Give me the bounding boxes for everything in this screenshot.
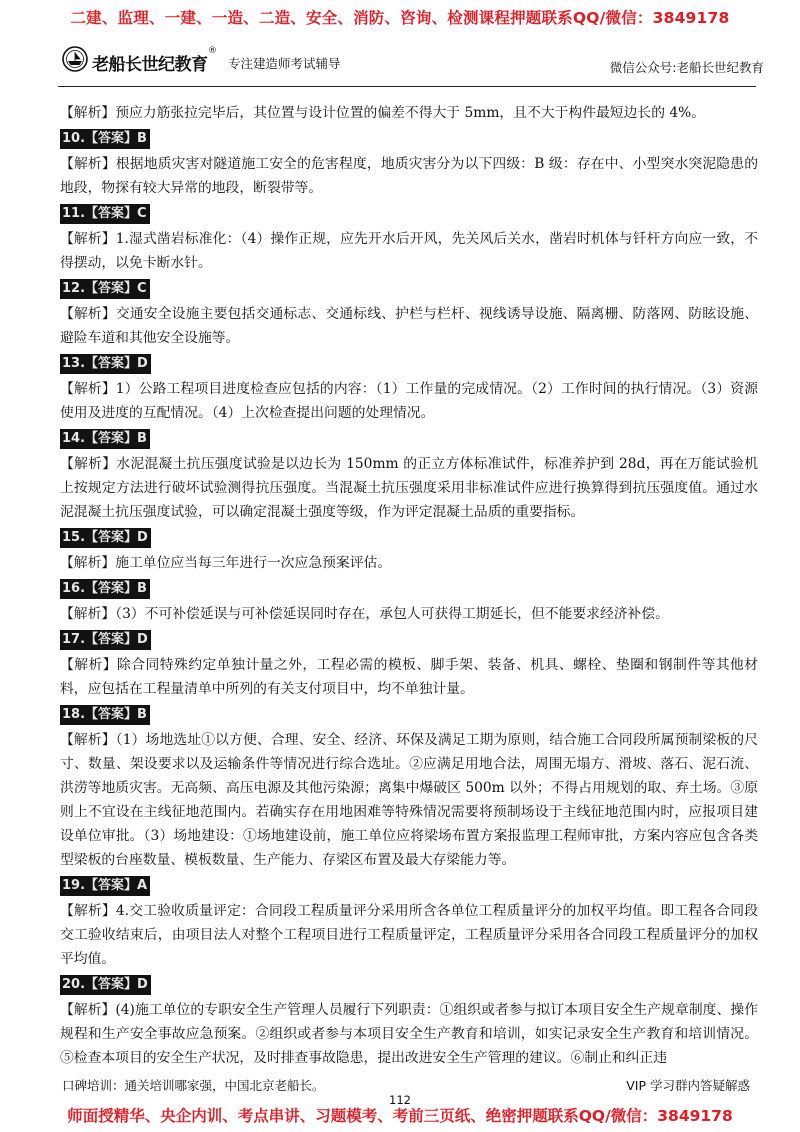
analysis-label: 【解析】 (60, 657, 118, 673)
analysis-paragraph (60, 101, 758, 125)
analysis-paragraph (60, 452, 758, 524)
analysis-label: 【解析】 (60, 231, 116, 247)
analysis-paragraph (60, 377, 758, 425)
analysis-label: 【解析】 (60, 306, 116, 322)
header-wechat: 微信公众号:老船长世纪教育 (609, 60, 764, 75)
analysis-paragraph (60, 302, 758, 350)
analysis-label: 【解析】 (60, 1002, 116, 1018)
analysis-paragraph (60, 899, 758, 971)
analysis-paragraph (60, 227, 758, 275)
answer-badge: 19.【答案】A (60, 876, 150, 896)
analysis-label: 【解析】 (60, 381, 116, 397)
analysis-paragraph (60, 602, 758, 626)
analysis-paragraph (60, 152, 758, 200)
bottom-banner: 师面授精华、央企内训、考点串讲、习题模考、考前三页纸、绝密押题联系QQ/微信：3849178 (67, 1107, 733, 1125)
analysis-label: 【解析】 (60, 732, 116, 748)
analysis-text: 施工单位应当每三年进行一次应急预案评估。 (115, 555, 392, 571)
analysis-text: 水泥混凝土抗压强度试验是以边长为 150mm 的正立方体标准试件，标准养护到 28d，再在万能试验机上按规定方法进行破坏试验测得抗压强度。当混凝土抗压强度采用非标准试件应进行换算得到抗压强度值。通过水泥混凝土抗压强度试验，可以确定混凝土强度等级，作为评定混凝土品质的重要指标。 (60, 456, 759, 520)
footer-right: VIP 学习群内答疑解惑 (626, 1078, 750, 1093)
page-header (62, 46, 762, 80)
analysis-text: 交通安全设施主要包括交通标志、交通标线、护栏与栏杆、视线诱导设施、隔离栅、防落网、防眩设施、避险车道和其他安全设施等。 (60, 306, 759, 346)
answer-badge: 17.【答案】D (60, 630, 151, 650)
analysis-paragraph (60, 653, 758, 701)
analysis-text: （3）不可补偿延误与可补偿延误同时存在，承包人可获得工期延长，但不能要求经济补偿。 (115, 606, 669, 622)
answer-badge: 10.【答案】B (60, 129, 150, 149)
answer-badge: 15.【答案】D (60, 528, 151, 548)
analysis-text: (4)施工单位的专职安全生产管理人员履行下列职责：①组织或者参与拟订本项目安全生产规章制度、操作规程和生产安全事故应急预案。②组织或者参与本项目安全生产教育和培训，如实记录安全生产教育和培训情况。⑤检查本项目的安全生产状况，及时排查事故隐患，提出改进安全生产管理的建议。⑥制止和纠正违 (60, 1002, 759, 1066)
answer-badge: 16.【答案】B (60, 579, 150, 599)
analysis-label: 【解析】 (60, 606, 116, 622)
page-number: 112 (389, 1093, 411, 1107)
answer-badge: 18.【答案】B (60, 705, 150, 725)
brand-name: 老船长世纪教育 (92, 55, 208, 75)
answer-badge: 14.【答案】B (60, 429, 150, 449)
analysis-text: 4.交工验收质量评定：合同段工程质量评分采用所含各单位工程质量评分的加权平均值。即工程各合同段交工验收结束后，由项目法人对整个工程项目进行工程质量评定，工程质量评分采用各合同段工程质量评分的加权平均值。 (60, 903, 758, 967)
registered-mark: ® (208, 46, 217, 56)
footer-left: 口碑培训：通关培训哪家强，中国北京老船长。 (62, 1078, 325, 1093)
analysis-label: 【解析】 (60, 156, 116, 172)
analysis-text: 1）公路工程项目进度检查应包括的内容：（1）工作量的完成情况。（2）工作时间的执行情况。（3）资源使用及进度的互配情况。（4）上次检查提出问题的处理情况。 (60, 381, 759, 421)
answer-badge: 11.【答案】C (60, 204, 150, 224)
answer-badge: 20.【答案】D (60, 975, 151, 995)
ship-logo-icon (62, 46, 88, 72)
analysis-text: 根据地质灾害对隧道施工安全的危害程度，地质灾害分为以下四级：B 级：存在中、小型突水突泥隐患的地段，物探有较大异常的地段，断裂带等。 (60, 156, 758, 196)
analysis-paragraph (60, 998, 758, 1070)
analysis-paragraph (60, 728, 758, 872)
analysis-label: 【解析】 (60, 903, 116, 919)
analysis-paragraph (60, 551, 758, 575)
analysis-label: 【解析】 (60, 555, 116, 571)
answer-badge: 13.【答案】D (60, 354, 151, 374)
header-divider (58, 86, 756, 87)
answer-badge: 12.【答案】C (60, 279, 150, 299)
analysis-text: 预应力筋张拉完毕后，其位置与设计位置的偏差不得大于 5mm，且不大于构件最短边长的 4%。 (115, 105, 706, 121)
analysis-label: 【解析】 (60, 105, 116, 121)
analysis-label: 【解析】 (60, 456, 117, 472)
answer-list (60, 101, 758, 1070)
analysis-text: 除合同特殊约定单独计量之外，工程必需的模板、脚手架、装备、机具、螺栓、垫圈和钢制件等其他材料，应包括在工程量清单中所列的有关支付项目中，均不单独计量。 (60, 657, 759, 697)
top-banner: 二建、监理、一建、一造、二造、安全、消防、咨询、检测课程押题联系QQ/微信：3849178 (70, 9, 730, 27)
header-slogan: 专注建造师考试辅导 (228, 56, 341, 71)
analysis-text: （1）场地选址①以方便、合理、安全、经济、环保及满足工期为原则，结合施工合同段所属预制梁板的尺寸、数量、架设要求以及运输条件等情况进行综合选址。②应满足用地合法，周围无塌方、滑坡、落石、泥石流、洪涝等地质灾害。无高频、高压电源及其他污染源；离集中爆破区 500m 以外；不得占用规划的取、弃土场。③原则上不宜设在主线征地范围内。若确实存在用地困难等特殊情况需要将预制场设于主线征地范围内时，应报项目建设单位审批。（3）场地建设：①场地建设前，施工单位应将梁场布置方案报监理工程师审批，方案内容应包含各类型梁板的台座数量、模板数量、生产能力、存梁区布置及最大存梁能力等。 (60, 732, 758, 868)
analysis-text: 1.湿式凿岩标准化：（4）操作正规，应先开水后开风，先关风后关水，凿岩时机体与钎杆方向应一致，不得摆动，以免卡断水针。 (60, 231, 759, 271)
